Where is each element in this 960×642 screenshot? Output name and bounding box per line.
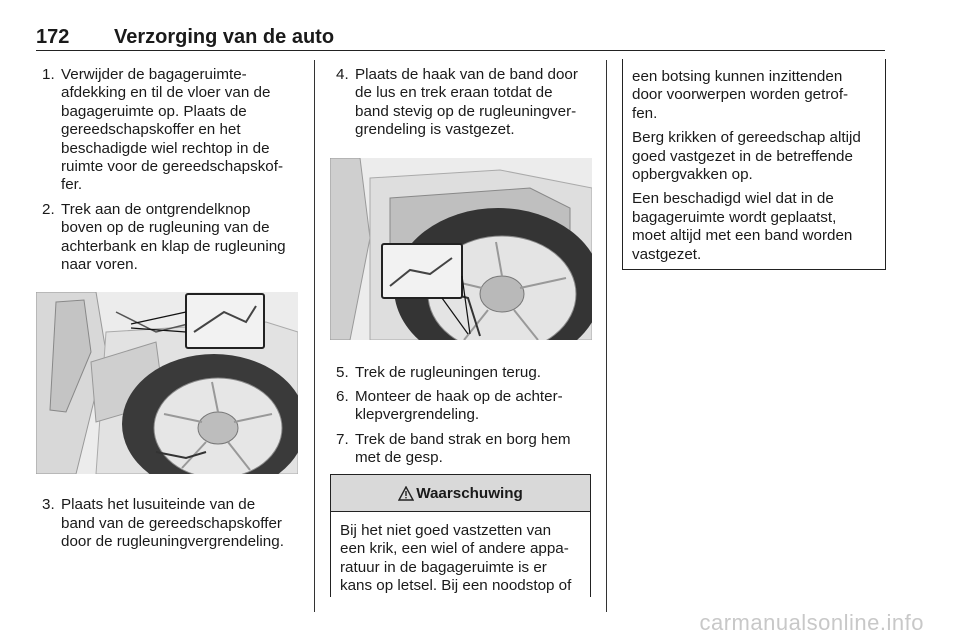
warning-box-continued bbox=[622, 59, 886, 270]
warning-text-line: opbergvakken op. bbox=[632, 166, 753, 184]
step-item bbox=[36, 496, 301, 551]
step-number: 4. bbox=[336, 66, 349, 83]
warning-box bbox=[330, 474, 591, 597]
warning-title: Waarschuwing bbox=[416, 484, 523, 502]
warning-continued-text bbox=[623, 59, 885, 264]
step-text-line: fer. bbox=[61, 176, 83, 194]
step-item bbox=[36, 66, 301, 195]
warning-paragraph bbox=[632, 190, 877, 264]
step-text-line: Verwijder de bagageruimte- bbox=[61, 66, 247, 83]
step-item bbox=[330, 66, 595, 140]
warning-text-line: door voorwerpen worden getrof- bbox=[632, 86, 849, 104]
step-text-line: bagageruimte op. Plaats de bbox=[61, 102, 247, 120]
warning-text bbox=[331, 512, 590, 596]
step-text-line: Plaats de haak van de band door bbox=[355, 66, 578, 83]
figure-strap-hook bbox=[330, 158, 592, 340]
step-number: 3. bbox=[42, 496, 55, 514]
step-text-line: beschadigde wiel rechtop in de bbox=[61, 139, 270, 157]
trunk-seatback-illustration bbox=[36, 292, 298, 474]
step-list-2b bbox=[330, 364, 595, 468]
step-text-line: Plaats het lusuiteinde van de bbox=[61, 496, 256, 514]
step-number: 1. bbox=[42, 66, 55, 83]
warning-text-line: vastgezet. bbox=[632, 245, 702, 263]
step-text-line: naar voren. bbox=[61, 256, 138, 274]
step-number: 5. bbox=[336, 363, 349, 381]
step-item bbox=[330, 431, 595, 468]
step-text-line: door de rugleuningvergrendeling. bbox=[61, 533, 284, 551]
step-text-line: grendeling is vastgezet. bbox=[355, 121, 515, 139]
column-1 bbox=[36, 66, 301, 558]
step-number: 6. bbox=[336, 388, 349, 406]
page-header bbox=[36, 26, 885, 51]
step-number: 2. bbox=[42, 200, 55, 218]
step-text-line: boven op de rugleuning van de bbox=[61, 219, 270, 237]
step-number: 7. bbox=[336, 430, 349, 448]
figure-trunk-seatback bbox=[36, 292, 298, 474]
step-text-line: Monteer de haak op de achter- bbox=[355, 388, 563, 406]
warning-text-line: kans op letsel. Bij een noodstop of bbox=[340, 577, 572, 595]
step-text-line: ruimte voor de gereedschapskof- bbox=[61, 158, 284, 176]
warning-text-line: Een beschadigd wiel dat in de bbox=[632, 190, 834, 208]
column-divider-1 bbox=[314, 60, 315, 612]
step-text-line: klepvergrendeling. bbox=[355, 406, 480, 424]
warning-text-line: een botsing kunnen inzittenden bbox=[632, 68, 843, 85]
step-text-line: afdekking en til de vloer van de bbox=[61, 84, 271, 102]
column-divider-2 bbox=[606, 60, 607, 612]
warning-text-line: Bij het niet goed vastzetten van bbox=[340, 522, 552, 539]
warning-text-line: fen. bbox=[632, 104, 658, 122]
warning-text-line: een krik, een wiel of andere appa- bbox=[340, 540, 569, 558]
warning-text-line: Berg krikken of gereedschap altijd bbox=[632, 129, 861, 147]
step-text-line: Trek de band strak en borg hem bbox=[355, 430, 571, 448]
column-2 bbox=[330, 66, 595, 474]
step-list-2 bbox=[330, 66, 595, 140]
step-text-line: band stevig op de rugleuningver- bbox=[355, 102, 577, 120]
step-list-1 bbox=[36, 66, 301, 274]
page-title: Verzorging van de auto bbox=[114, 26, 335, 48]
step-text-line: met de gesp. bbox=[355, 449, 443, 467]
watermark: carmanualsonline.info bbox=[699, 610, 924, 635]
warning-text-line: goed vastgezet in de betreffende bbox=[632, 147, 853, 165]
step-text-line: de lus en trek eraan totdat de bbox=[355, 84, 553, 102]
warning-paragraph bbox=[632, 129, 877, 184]
step-text-line: achterbank en klap de rugleuning bbox=[61, 237, 286, 255]
step-text-line: gereedschapskoffer en het bbox=[61, 121, 241, 139]
warning-text-line: bagageruimte wordt geplaatst, bbox=[632, 208, 837, 226]
warning-header bbox=[331, 475, 590, 512]
step-item bbox=[330, 364, 595, 382]
warning-text-line: ratuur in de bagageruimte is er bbox=[340, 558, 547, 576]
step-text-line: Trek de rugleuningen terug. bbox=[355, 363, 542, 381]
warning-paragraph bbox=[632, 68, 877, 123]
page-number: 172 bbox=[36, 26, 70, 48]
step-list-1b bbox=[36, 496, 301, 551]
strap-hook-illustration bbox=[330, 158, 592, 340]
step-text-line: band van de gereedschapskoffer bbox=[61, 514, 282, 532]
step-item bbox=[36, 201, 301, 275]
warning-text-line: moet altijd met een band worden bbox=[632, 227, 853, 245]
warning-triangle-icon bbox=[398, 486, 414, 501]
step-text-line: Trek aan de ontgrendelknop bbox=[61, 200, 251, 218]
step-item bbox=[330, 388, 595, 425]
